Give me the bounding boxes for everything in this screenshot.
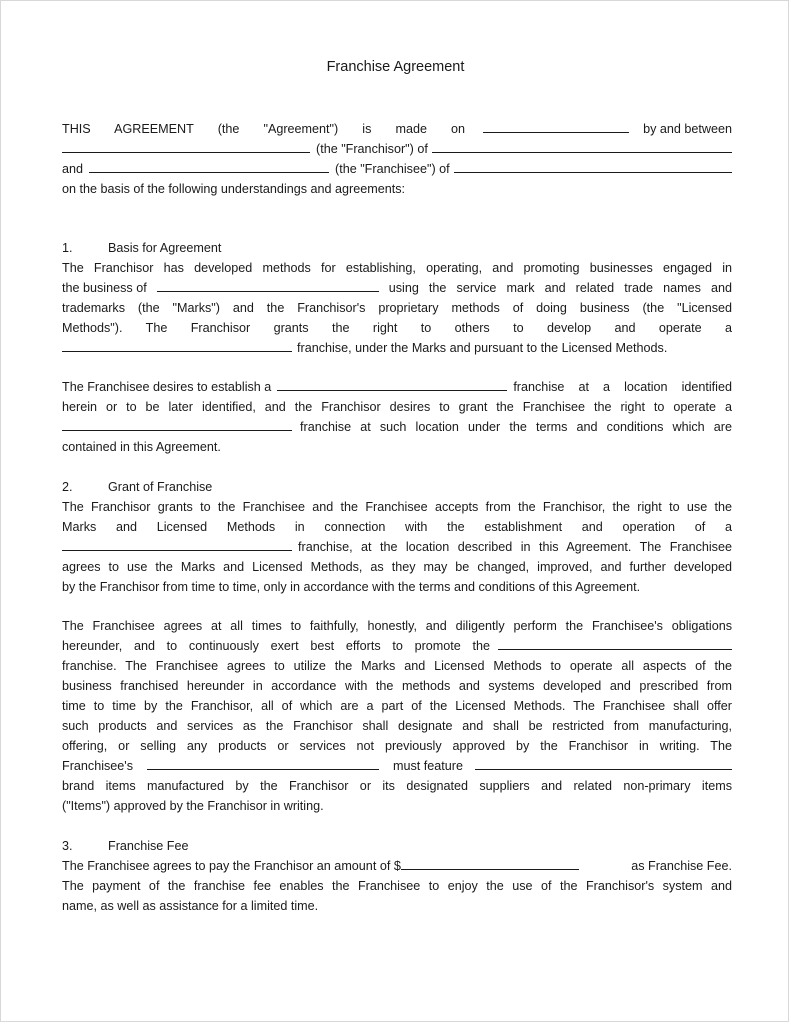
s2-text: Franchisee's: [62, 759, 133, 773]
section-heading-3: [62, 836, 732, 856]
franchise-name-blank-3[interactable]: [62, 537, 292, 551]
intro-line-2: [62, 139, 732, 159]
s1-text: franchise, under the Marks and pursuant to the Licensed Methods.: [297, 341, 668, 355]
s2-line: Marks and Licensed Methods in connection with the establishment and operation of a: [62, 520, 732, 534]
s3-line: name, as well as assistance for a limited time.: [62, 899, 319, 913]
s1-text: franchise at a location identified: [513, 380, 732, 394]
s1-line: Methods"). The Franchisor grants the right to others to develop and operate a: [62, 321, 732, 335]
business-type-blank[interactable]: [157, 278, 379, 292]
franchisor-name-blank[interactable]: [62, 139, 310, 153]
s1-line: [62, 278, 732, 298]
s2-text: franchise, at the location described in this Agreement. The Franchisee: [298, 540, 732, 554]
franchise-name-blank-4[interactable]: [498, 636, 732, 650]
intro-text: (the "Franchisor") of: [316, 142, 428, 156]
s2-p2-line: time to time by the Franchisor, all of which are a part of the Licensed Methods. The Franchisee shall offer: [62, 699, 732, 713]
intro-line-4: on the basis of the following understandings and agreements:: [62, 182, 406, 196]
franchise-fee-blank[interactable]: [401, 856, 579, 870]
document-title: Franchise Agreement: [326, 59, 465, 75]
s1-text: franchise at such location under the terms and conditions which are: [300, 420, 732, 434]
s1-p2-line: [62, 417, 732, 437]
s1-line: [62, 338, 732, 358]
s1-p2-line: contained in this Agreement.: [62, 440, 221, 454]
intro-text: (the "Franchisee") of: [335, 162, 450, 176]
intro-line-1: [62, 119, 732, 139]
s1-p2-line: herein or to be later identified, and the Franchisor desires to grant the Franchisee the right to operate a: [62, 400, 732, 414]
date-blank[interactable]: [483, 119, 629, 133]
s1-text: The Franchisee desires to establish a: [62, 380, 272, 394]
s3-line: [62, 856, 732, 876]
brand-blank[interactable]: [475, 756, 732, 770]
s2-p2-line: The Franchisee agrees at all times to faithfully, honestly, and diligently perform the Franchisee's obligations: [62, 619, 732, 633]
franchisor-address-blank[interactable]: [432, 139, 732, 153]
intro-text: and: [62, 162, 84, 176]
s2-p2-line: [62, 756, 732, 776]
business-blank[interactable]: [147, 756, 379, 770]
intro-text: by and between: [643, 122, 732, 136]
franchise-name-blank[interactable]: [62, 338, 292, 352]
s2-line: by the Franchisor from time to time, only in accordance with the terms and conditions of this Agreement.: [62, 580, 641, 594]
s1-p2-line: [62, 377, 732, 397]
section-title: Basis for Agreement: [108, 241, 222, 255]
section-heading-2: [62, 477, 732, 497]
s3-line: The payment of the franchise fee enables the Franchisee to enjoy the use of the Franchisor's system and: [62, 879, 732, 893]
franchise-name-blank-2[interactable]: [62, 417, 292, 431]
s2-p2-line: franchise. The Franchisee agrees to utilize the Marks and Licensed Methods to operate all aspects of the: [62, 659, 732, 673]
section-title: Grant of Franchise: [108, 480, 213, 494]
section-heading-1: [62, 238, 732, 258]
s1-line: The Franchisor has developed methods for establishing, operating, and promoting businesses engaged in: [62, 261, 732, 275]
s2-text: must feature: [393, 759, 463, 773]
section-number: 1.: [62, 241, 73, 255]
franchisee-address-blank[interactable]: [454, 159, 732, 173]
s2-p2-line: [62, 636, 732, 656]
section-number: 3.: [62, 839, 73, 853]
s2-text: hereunder, and to continuously exert best efforts to promote the: [62, 639, 490, 653]
section-number: 2.: [62, 480, 73, 494]
intro-text: THIS AGREEMENT (the "Agreement") is made on: [62, 122, 466, 136]
s2-line: agrees to use the Marks and Licensed Methods, as they may be changed, improved, and further developed: [62, 560, 732, 574]
s2-p2-line: business franchised hereunder in accordance with the methods and systems developed and prescribed from: [62, 679, 732, 693]
s1-text: the business of: [62, 281, 147, 295]
s2-p2-line: such products and services as the Franchisor shall designate and shall be restricted from manufacturing,: [62, 719, 732, 733]
s2-line: [62, 537, 732, 557]
franchisee-name-blank[interactable]: [89, 159, 329, 173]
s1-text: using the service mark and related trade names and: [388, 281, 732, 295]
s2-line: The Franchisor grants to the Franchisee and the Franchisee accepts from the Franchisor, the right to use the: [62, 500, 732, 514]
s3-text: The Franchisee agrees to pay the Franchisor an amount of $: [62, 859, 401, 873]
section-title: Franchise Fee: [108, 839, 189, 853]
s3-text: as Franchise Fee.: [631, 859, 732, 873]
s2-p2-line: offering, or selling any products or services not previously approved by the Franchisor in writing. The: [62, 739, 732, 753]
s2-p2-line: ("Items") approved by the Franchisor in writing.: [62, 799, 324, 813]
s1-line: trademarks (the "Marks") and the Franchisor's proprietary methods of doing business (the "Licensed: [62, 301, 732, 315]
franchise-type-blank[interactable]: [277, 377, 507, 391]
s2-p2-line: brand items manufactured by the Franchisor or its designated suppliers and related non-primary items: [62, 779, 732, 793]
intro-line-3: [62, 159, 732, 179]
